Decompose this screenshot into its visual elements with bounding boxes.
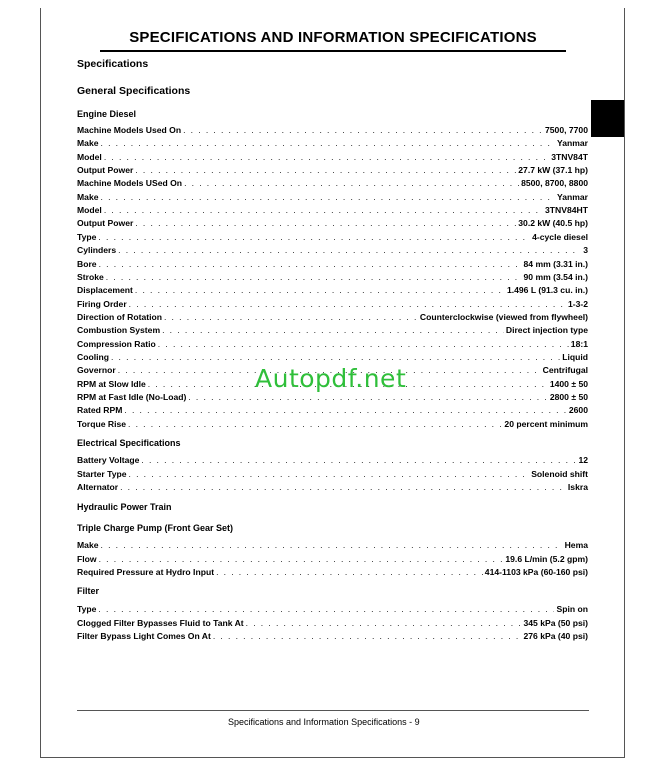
spec-label: Alternator [77,482,119,492]
spec-label: Make [77,191,99,202]
spec-label: Firing Order [77,298,127,309]
dot-leader [120,481,566,493]
spec-value: 414-1103 kPa (60-160 psi) [484,567,588,577]
dot-leader [101,137,555,149]
spec-row [77,258,588,270]
spec-label: Output Power [77,165,134,176]
dot-leader [129,468,530,480]
hydraulic-heading: Hydraulic Power Train [77,502,172,512]
spec-value: 3TNV84T [551,151,588,162]
spec-value: 12 [578,455,588,465]
engine-heading: Engine Diesel [77,109,137,119]
spec-label: Stroke [77,271,104,282]
spec-label: Make [77,540,99,550]
spec-row [77,151,588,163]
dot-leader [128,418,502,430]
spec-label: Type [77,604,97,614]
spec-value: 18:1 [570,338,588,349]
spec-value: Centrifugal [542,365,588,376]
spec-value: 2800 ± 50 [549,392,588,402]
spec-row [77,124,588,136]
spec-label: Model [77,151,102,162]
dot-leader [98,231,530,243]
spec-value: Hema [564,540,588,550]
dot-leader [111,351,560,363]
spec-value: 3TNV84HT [545,205,588,216]
dot-leader [104,204,543,216]
page-border-left [40,8,41,758]
spec-label: Required Pressure at Hydro Input [77,567,215,577]
spec-row [77,298,588,310]
spec-row [77,454,588,466]
dot-leader [135,217,516,229]
dot-leader [106,271,522,283]
spec-label: Battery Voltage [77,455,140,465]
dot-leader [104,151,549,163]
spec-value: Yanmar [556,138,588,149]
spec-label: Combustion System [77,325,161,336]
spec-value: Spin on [556,604,588,614]
spec-row [77,630,588,642]
spec-row [77,217,588,229]
footer-rule [77,710,589,711]
dot-leader [213,630,522,642]
spec-value: 19.6 L/min (5.2 gpm) [505,553,588,564]
spec-row [77,617,588,629]
pump-heading: Triple Charge Pump (Front Gear Set) [77,523,234,533]
spec-row [77,468,588,480]
spec-label: Starter Type [77,468,127,479]
page-title: SPECIFICATIONS AND INFORMATION SPECIFICATIONS [100,29,566,52]
spec-value: 276 kPa (40 psi) [523,631,588,641]
spec-label: RPM at Slow Idle [77,378,146,389]
spec-row [77,351,588,363]
spec-label: Direction of Rotation [77,311,162,322]
dot-leader [101,191,555,203]
spec-label: Cooling [77,351,109,362]
spec-row [77,204,588,216]
spec-label: Displacement [77,285,133,296]
spec-row [77,539,588,551]
spec-label: Filter Bypass Light Comes On At [77,631,211,641]
page-border-right [624,8,625,758]
dot-leader [101,539,563,551]
spec-value: 3 [583,245,588,256]
dot-leader [141,454,576,466]
spec-row [77,164,588,176]
spec-row [77,418,588,430]
spec-label: Rated RPM [77,405,123,416]
spec-value: 27.7 kW (37.1 hp) [518,165,588,176]
dot-leader [124,404,567,416]
spec-row [77,191,588,203]
spec-row [77,553,588,565]
spec-value: 20 percent minimum [504,418,588,429]
dot-leader [135,284,505,296]
spec-row [77,284,588,296]
dot-leader [216,566,483,578]
spec-label: Compression Ratio [77,338,156,349]
spec-label: Torque Rise [77,418,127,429]
spec-value: 8500, 8700, 8800 [521,178,588,189]
spec-label: Machine Models Used On [77,125,182,135]
dot-leader [183,124,543,136]
spec-value: 84 mm (3.31 in.) [523,258,588,269]
spec-row [77,231,588,243]
spec-row [77,137,588,149]
spec-value: 1.496 L (91.3 cu. in.) [506,285,588,296]
spec-row [77,324,588,336]
spec-label: Machine Models USed On [77,178,183,189]
spec-label: Bore [77,258,97,269]
dot-leader [118,244,581,256]
spec-value: 345 kPa (50 psi) [523,617,588,628]
electrical-heading: Electrical Specifications [77,438,181,448]
spec-row [77,481,588,493]
spec-value: Yanmar [556,191,588,202]
spec-value: Iskra [567,482,588,492]
dot-leader [164,311,418,323]
spec-row [77,271,588,283]
spec-label: Output Power [77,218,134,229]
spec-row [77,603,588,615]
section-tab-marker [591,100,624,137]
spec-row [77,404,588,416]
spec-row [77,244,588,256]
spec-value: Liquid [562,351,588,362]
dot-leader [184,177,519,189]
spec-value: 1400 ± 50 [549,378,588,389]
spec-label: Cylinders [77,245,117,256]
filter-heading: Filter [77,586,100,596]
spec-value: 7500, 7700 [544,125,588,135]
spec-value: 90 mm (3.54 in.) [523,271,588,282]
spec-row [77,338,588,350]
spec-row [77,311,588,323]
spec-label: Flow [77,553,97,564]
dot-leader [158,338,569,350]
page-footer: Specifications and Information Specifications - 9 [228,717,420,727]
spec-value: Solenoid shift [531,468,588,479]
spec-value: Direct injection type [505,325,588,336]
spec-value: 30.2 kW (40.5 hp) [518,218,588,229]
dot-leader [162,324,504,336]
spec-label: Make [77,138,99,149]
section-heading: Specifications [77,58,149,70]
general-specifications-heading: General Specifications [77,85,191,97]
page-border-bottom [40,757,625,758]
dot-leader [135,164,516,176]
spec-label: Type [77,231,97,242]
spec-label: Clogged Filter Bypasses Fluid to Tank At [77,617,244,628]
spec-value: 1-3-2 [567,298,588,309]
spec-label: Model [77,205,102,216]
spec-label: Governor [77,365,116,376]
spec-value: Counterclockwise (viewed from flywheel) [419,311,588,322]
dot-leader [246,617,522,629]
dot-leader [99,258,522,270]
spec-row [77,177,588,189]
watermark-text: Autopdf.net [255,364,407,393]
dot-leader [129,298,566,310]
dot-leader [99,553,504,565]
dot-leader [98,603,554,615]
spec-value: 2600 [568,405,588,416]
spec-row [77,566,588,578]
spec-value: 4-cycle diesel [532,231,588,242]
spec-label: RPM at Fast Idle (No-Load) [77,392,187,402]
